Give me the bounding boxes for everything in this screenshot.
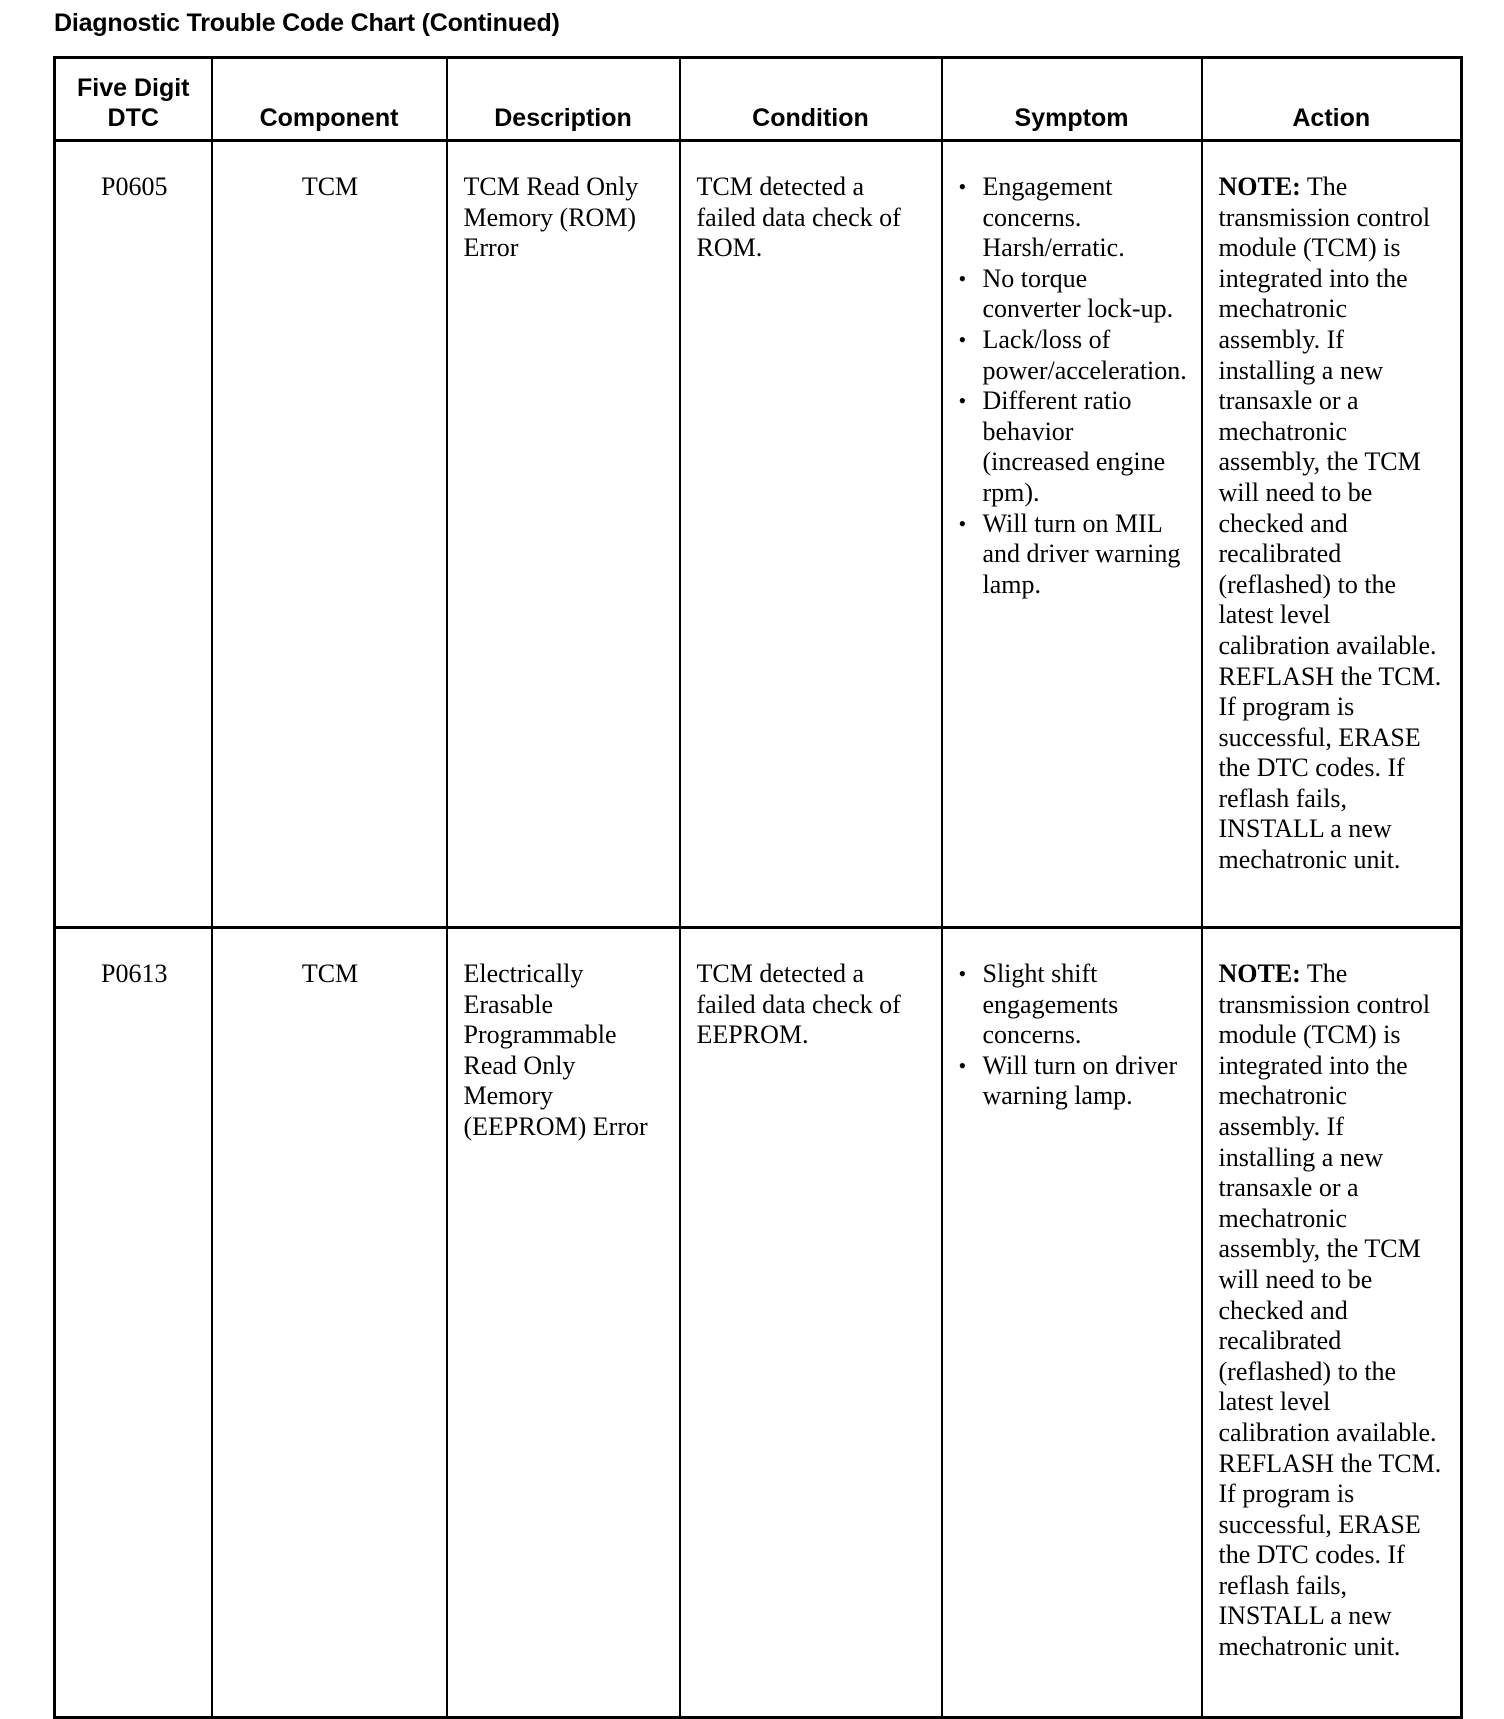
action-text: The transmission control module (TCM) is integrated into the mechatronic assembly. If installing a new transaxle or a mechatronic assembly, the TCM will need to be checked and recalibrated (reflashed) to the latest level calibration available. REFLASH the TCM. If program is successful, ERASE the DTC codes. If reflash fails, INSTALL a new mechatronic unit. (1218, 172, 1442, 875)
note-label: NOTE: (1218, 959, 1301, 988)
condition-cell: TCM detected a failed data check of ROM. (680, 141, 942, 928)
bullet-icon: • (958, 326, 967, 352)
condition-cell: TCM detected a failed data check of EEPROM. (680, 928, 942, 1718)
symptom-cell (942, 928, 1202, 1718)
symptom-cell (942, 141, 1202, 928)
symptom-item (959, 325, 1187, 386)
bullet-icon: • (958, 1052, 967, 1078)
header-description: Description (447, 58, 680, 141)
symptom-item (959, 386, 1187, 508)
header-dtc-line2: DTC (107, 104, 159, 132)
header-component: Component (212, 58, 447, 141)
symptom-list (959, 959, 1187, 1112)
note-label: NOTE: (1218, 172, 1301, 201)
bullet-icon: • (958, 961, 967, 986)
header-symptom: Symptom (942, 58, 1202, 141)
dtc-code-cell: P0613 (55, 928, 212, 1718)
header-dtc-line1: Five Digit (76, 74, 190, 102)
dtc-code-cell: P0605 (55, 141, 212, 928)
symptom-item (959, 509, 1187, 601)
table-row (55, 928, 1462, 1718)
symptom-text: Different ratio behavior (increased engine rpm). (982, 386, 1166, 507)
symptom-item (959, 172, 1187, 264)
symptom-text: Will turn on driver warning lamp. (982, 1050, 1178, 1111)
dtc-chart-table (53, 56, 1463, 1719)
component-cell: TCM (212, 141, 447, 928)
component-cell: TCM (212, 928, 447, 1718)
action-cell (1202, 928, 1462, 1718)
page-title: Diagnostic Trouble Code Chart (Continued) (54, 9, 560, 37)
symptom-text: Will turn on MIL and driver warning lamp. (982, 508, 1181, 599)
symptom-text: Engagement concerns. Harsh/erratic. (982, 172, 1125, 263)
header-action: Action (1202, 58, 1462, 141)
bullet-icon: • (958, 174, 967, 199)
bullet-icon: • (958, 388, 967, 414)
description-cell: Electrically Erasable Programmable Read Only Memory (EEPROM) Error (447, 928, 680, 1718)
description-cell: TCM Read Only Memory (ROM) Error (447, 141, 680, 928)
action-text: The transmission control module (TCM) is integrated into the mechatronic assembly. If installing a new transaxle or a mechatronic assembly, the TCM will need to be checked and recalibrated (reflashed) to the latest level calibration available. REFLASH the TCM. If program is successful, ERASE the DTC codes. If reflash fails, INSTALL a new mechatronic unit. (1218, 959, 1442, 1662)
symptom-text: Slight shift engagements concerns. (982, 959, 1119, 1050)
symptom-item (959, 959, 1187, 1051)
symptom-item (959, 264, 1187, 325)
action-cell (1202, 141, 1462, 928)
header-row (55, 58, 1462, 141)
header-dtc (55, 58, 212, 141)
symptom-text: Lack/loss of power/acceleration. (982, 324, 1187, 385)
table-row (55, 141, 1462, 928)
header-condition: Condition (680, 58, 942, 141)
symptom-list (959, 172, 1187, 600)
symptom-item (959, 1051, 1187, 1112)
bullet-icon: • (958, 510, 967, 536)
bullet-icon: • (958, 265, 967, 291)
symptom-text: No torque converter lock-up. (982, 263, 1174, 324)
